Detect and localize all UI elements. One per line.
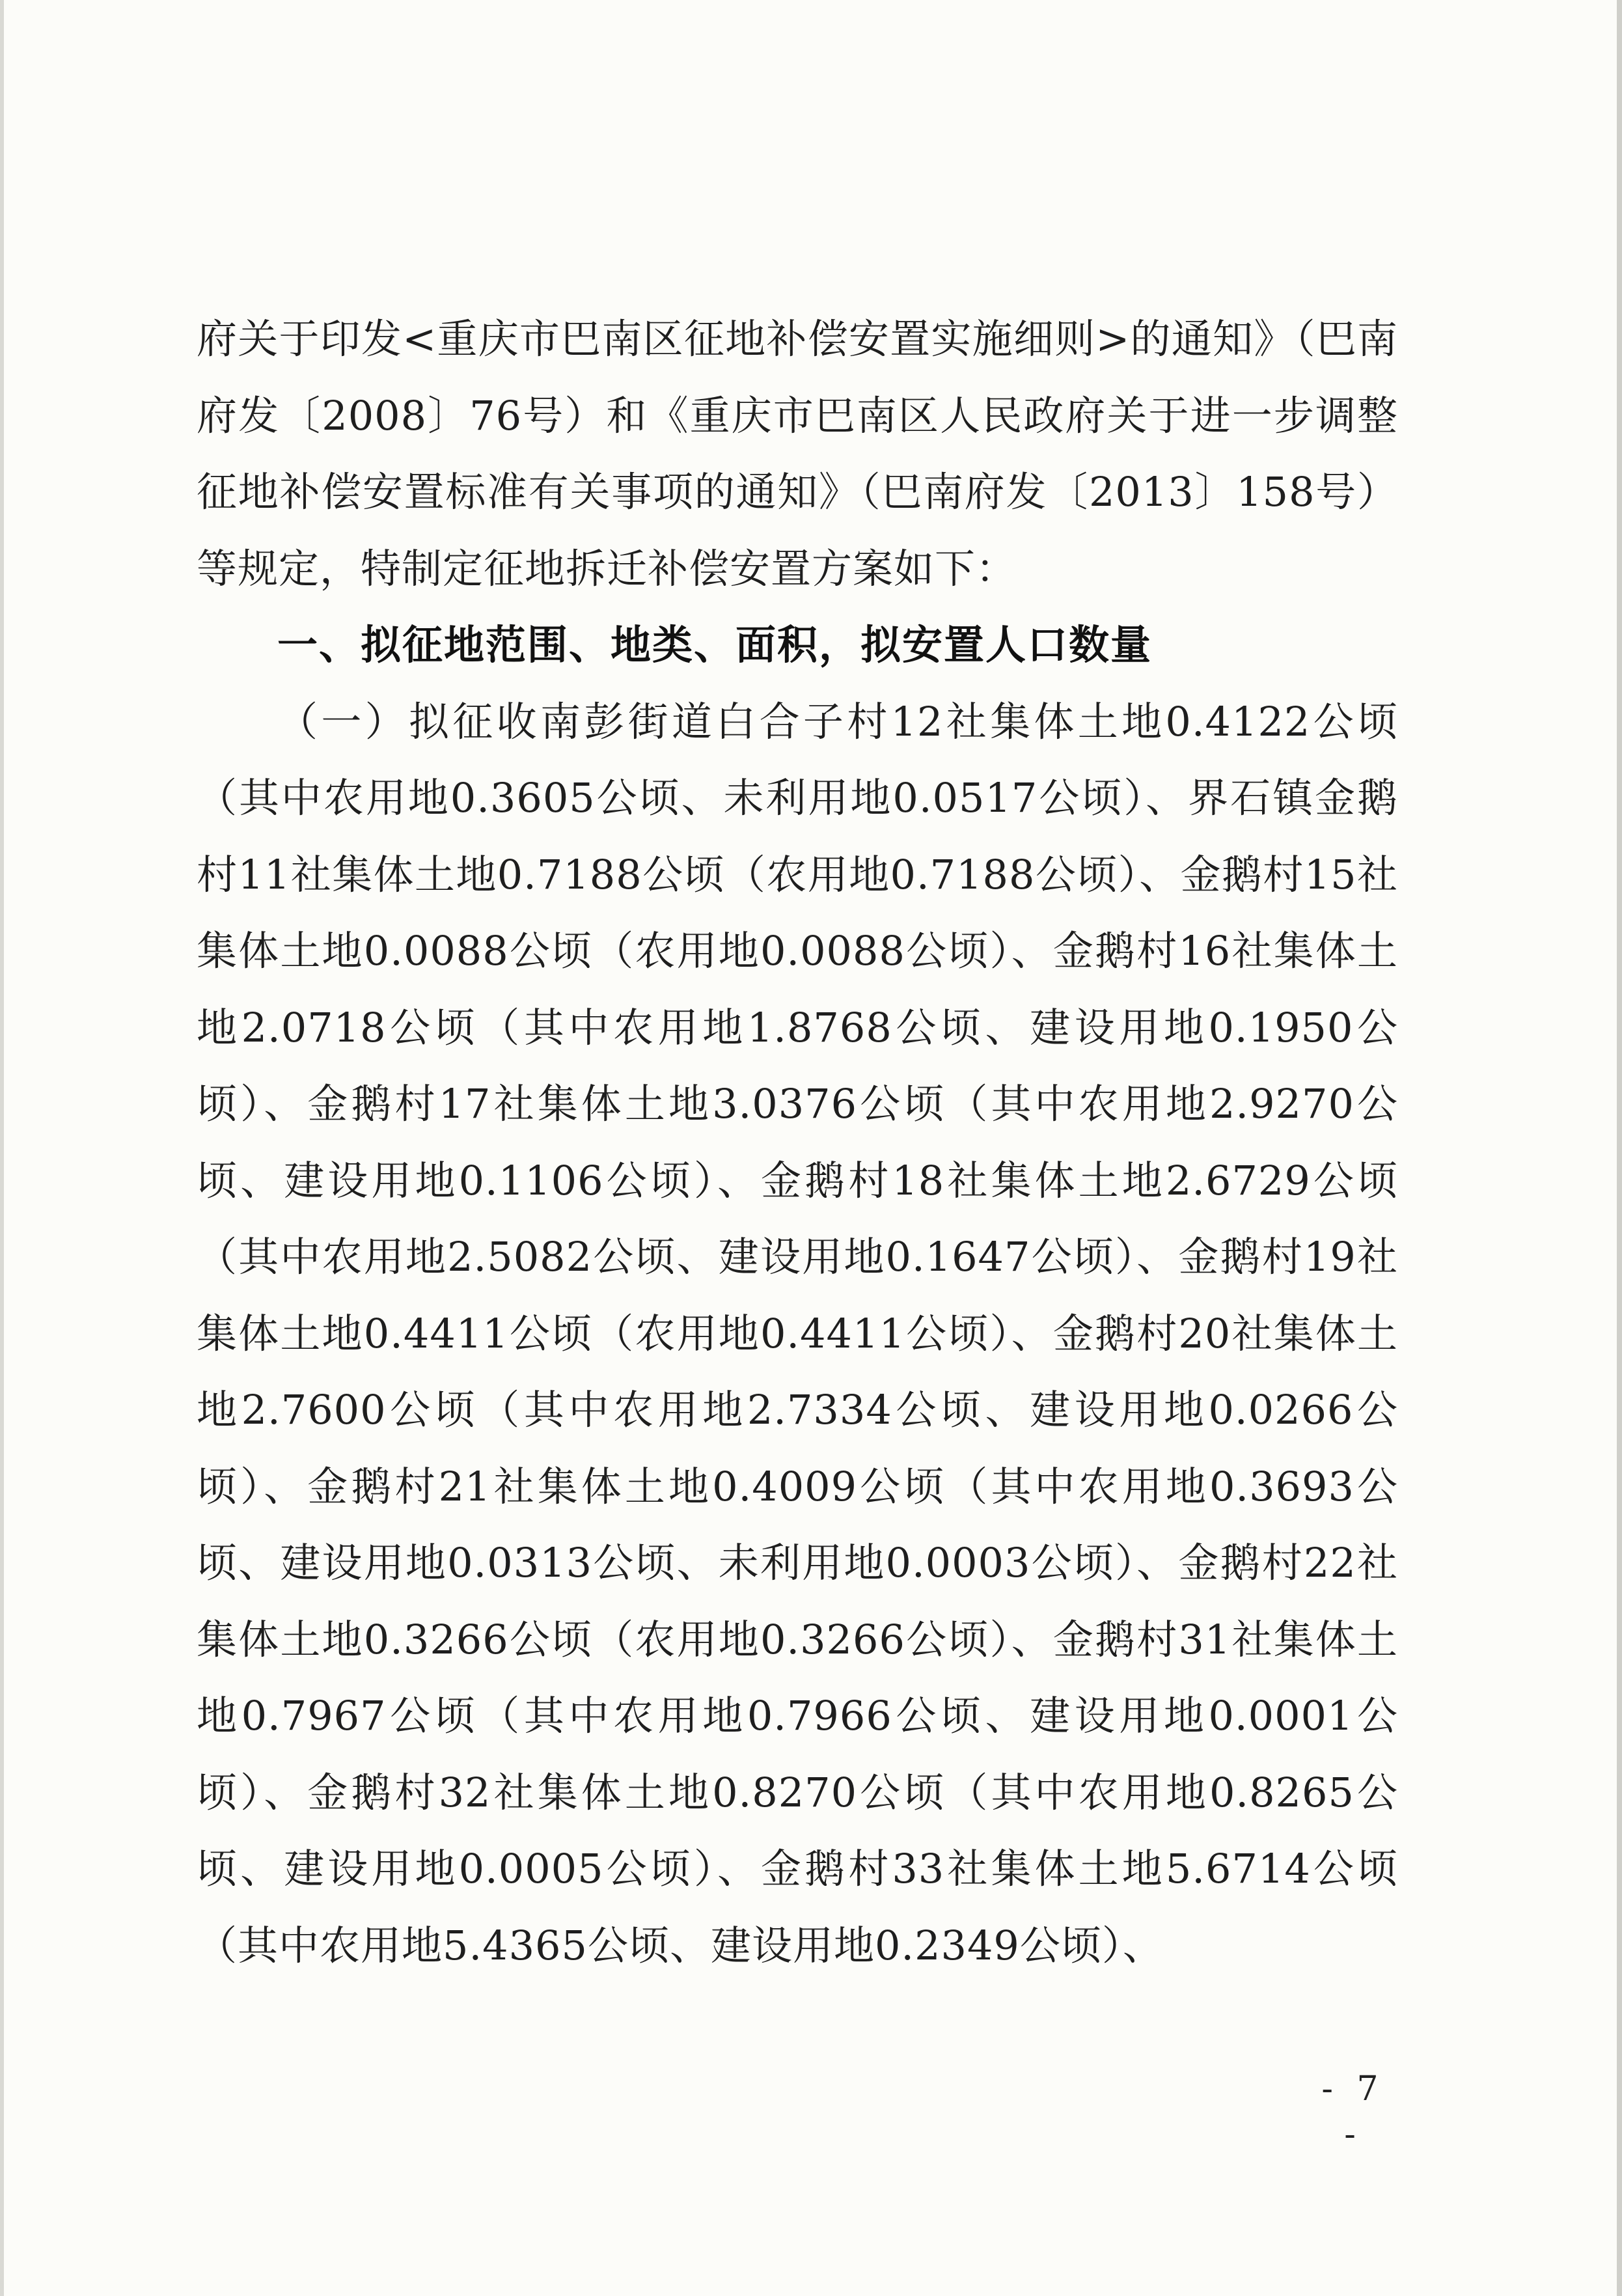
paragraph-land-details: （一）拟征收南彭街道白合子村12社集体土地0.4122公顷（其中农用地0.3605公顷、未利用地0.0517公顷）、界石镇金鹅村11社集体土地0.7188公顷（农用地0.7188公顷）、金鹅村15社集体土地0.0088公顷（农用地0.0088公顷）、金鹅村16社集体土地2.0718公顷（其中农用地1.8768公顷、建设用地0.1950公顷）、金鹅村17社集体土地3.0376公顷（其中农用地2.9270公顷、建设用地0.1106公顷）、金鹅村18社集体土地2.6729公顷（其中农用地2.5082公顷、建设用地0.1647公顷）、金鹅村19社集体土地0.4411公顷（农用地0.4411公顷）、金鹅村20社集体土地2.7600公顷（其中农用地2.7334公顷、建设用地0.0266公顷）、金鹅村21社集体土地0.4009公顷（其中农用地0.3693公顷、建设用地0.0313公顷、未利用地0.0003公顷）、金鹅村22社集体土地0.3266公顷（农用地0.3266公顷）、金鹅村31社集体土地0.7967公顷（其中农用地0.7966公顷、建设用地0.0001公顷）、金鹅村32社集体土地0.8270公顷（其中农用地0.8265公顷、建设用地0.0005公顷）、金鹅村33社集体土地5.6714公顷（其中农用地5.4365公顷、建设用地0.2349公顷）、	[197, 697, 1398, 1969]
paragraph-continuation: 府关于印发<重庆市巴南区征地补偿安置实施细则>的通知》（巴南府发〔2008〕76号）和《重庆市巴南区人民政府关于进一步调整征地补偿安置标准有关事项的通知》（巴南府发〔2013〕158号）等规定，特制定征地拆迁补偿安置方案如下：	[197, 315, 1398, 592]
scan-edge-left	[0, 0, 4, 2296]
page-number: - 7 -	[1321, 2069, 1385, 2154]
document-body	[197, 301, 1398, 1984]
section-heading: 一、拟征地范围、地类、面积，拟安置人口数量	[277, 621, 1153, 669]
scan-edge-right	[1617, 0, 1622, 2296]
